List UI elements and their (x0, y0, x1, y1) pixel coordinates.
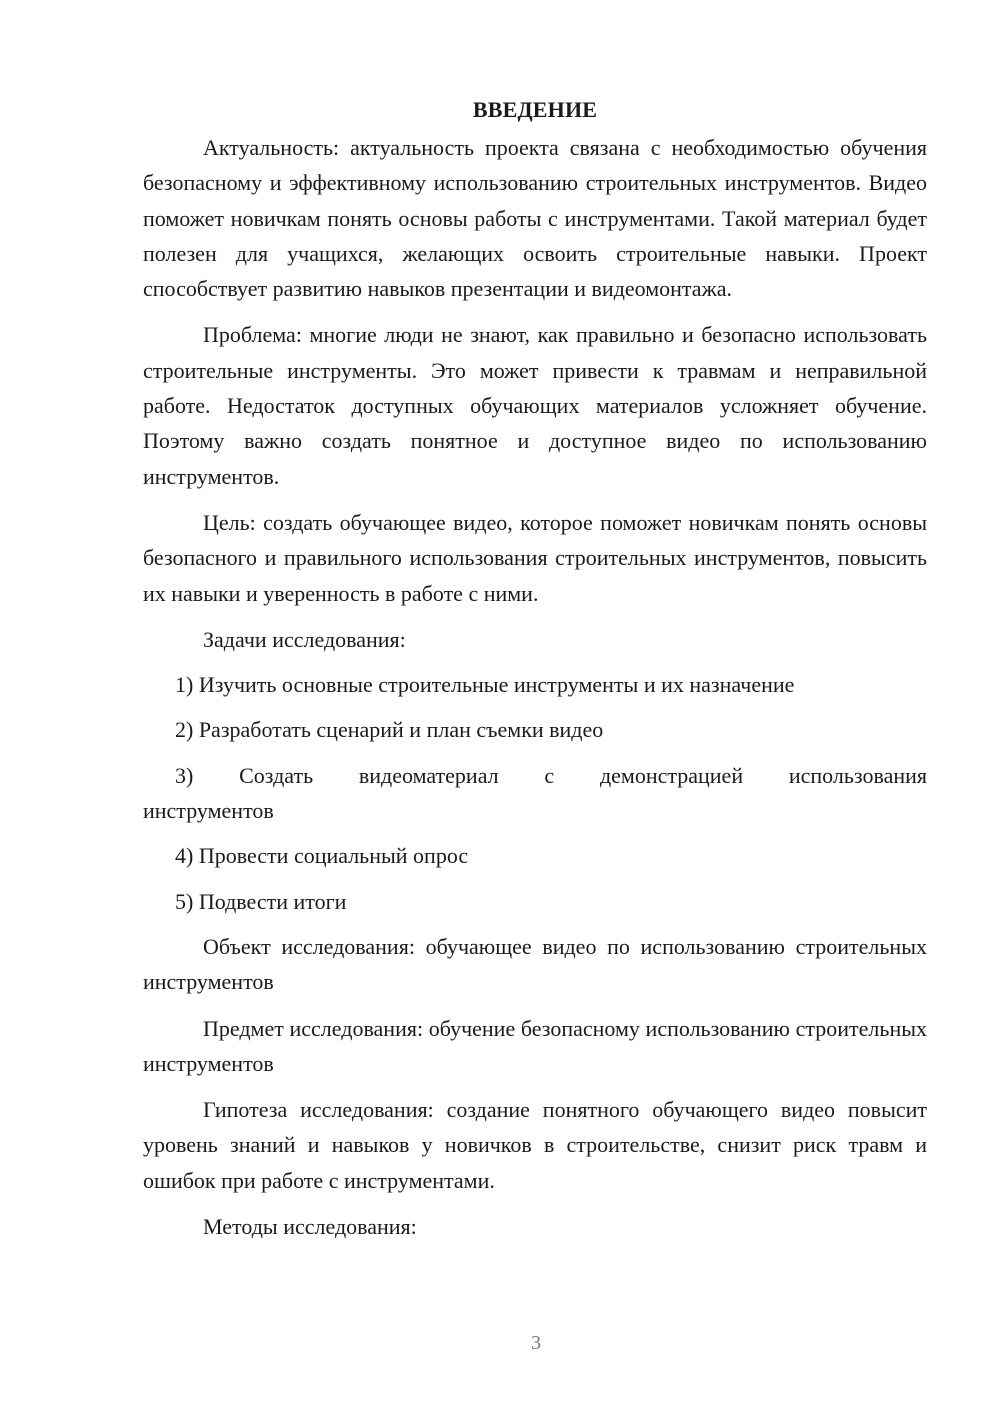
task-item: 4) Провести социальный опрос (175, 843, 469, 869)
problem-paragraph: Проблема: многие люди не знают, как правильно и безопасно использовать строительные инструменты. Это может привести к травмам и неправильной работе. Недостаток доступных обучающих материалов усложняет обучение. Поэтому важно создать понятное и доступное видео по использованию инструментов. (143, 322, 927, 489)
task-item: 5) Подвести итоги (175, 888, 347, 914)
task-item: 2) Разработать сценарий и план съемки видео (175, 717, 604, 743)
task-item: 1) Изучить основные строительные инструменты и их назначение (175, 672, 795, 698)
relevance-paragraph: Актуальность: актуальность проекта связана с необходимостью обучения безопасному и эффективному использованию строительных инструментов. Видео поможет новичкам понять основы работы с инструментами. Такой материал будет полезен для учащихся, желающих освоить строительные навыки. Проект способствует развитию навыков презентации и видеомонтажа. (143, 135, 927, 302)
tasks-title: Задачи исследования: (203, 626, 406, 652)
goal-paragraph: Цель: создать обучающее видео, которое поможет новичкам понять основы безопасного и правильного использования строительных инструментов, повысить их навыки и уверенность в работе с ними. (143, 509, 927, 606)
page-number: 3 (531, 1332, 541, 1354)
methods-title: Методы исследования: (203, 1214, 417, 1240)
task-item: 3) Создать видеоматериал с демонстрацией использования инструментов (143, 762, 927, 824)
hypothesis-paragraph: Гипотеза исследования: создание понятного обучающего видео повысит уровень знаний и навыков у новичков в строительстве, снизит риск травм и ошибок при работе с инструментами. (143, 1097, 927, 1193)
object-paragraph: Объект исследования: обучающее видео по использованию строительных инструментов (143, 933, 927, 995)
document-page (143, 92, 927, 1254)
subject-paragraph: Предмет исследования: обучение безопасному использованию строительных инструментов (143, 1015, 927, 1076)
section-heading: ВВЕДЕНИЕ (472, 97, 598, 122)
